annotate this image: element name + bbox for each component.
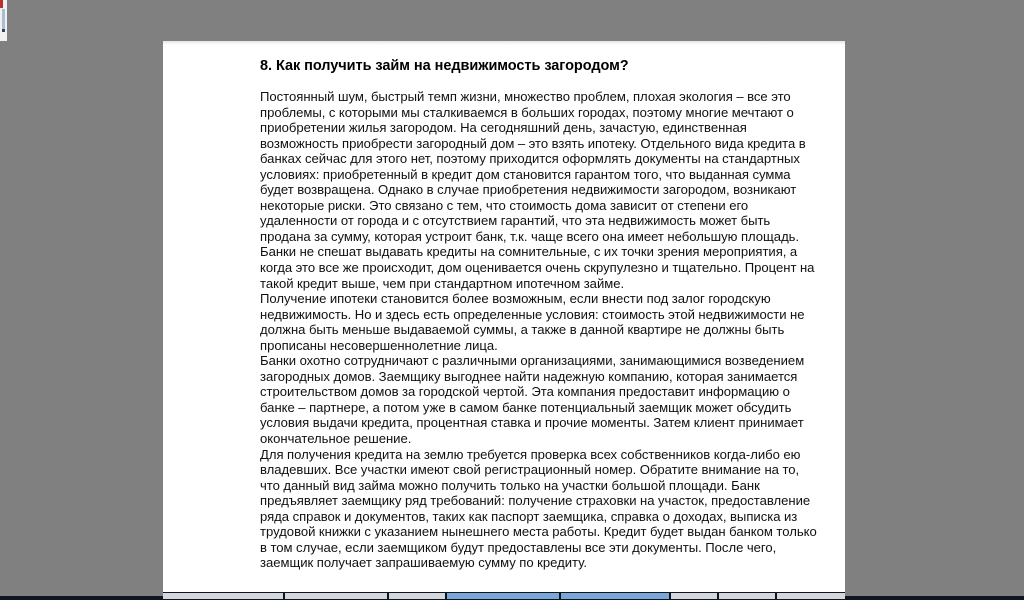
document-paragraph: Для получения кредита на землю требуется проверка всех собственников когда-либо ею владевших. Все участки имеют свой регистрационный номер. Обратите внимание на то, что данный вид займа можно получить только на участки большой площади. Банк предъявляет заемщику ряд требований: получение страховки на участок, предоставление ряда справок и документов, таких как паспорт заемщика, справка о доходах, выписка из трудовой книжки с указанием нынешнего места работы. Кредит будет выдан банком только в том случае, если заемщиком будут предоставлены все эти документы. После чего, заемщик получает запрашиваемую сумму по кредиту.	[260, 446, 817, 571]
taskbar-item-3[interactable]	[389, 593, 445, 599]
taskbar-item-4[interactable]	[447, 593, 559, 599]
document-paragraph: Банки охотно сотрудничают с различными организациями, занимающимися возведением загородных домов. Заемщику выгоднее найти надежную компанию, которая занимается строительством домов за городской чертой. Эта компания предоставит информацию о банке – партнере, а потом уже в самом банке потенциальный заемщик может обсудить условия выдачи кредита, процентная ставка и прочие моменты. Затем клиент принимает окончательное решение.	[260, 353, 805, 447]
page-title: 8. Как получить займ на недвижимость загородом?	[260, 58, 629, 74]
taskbar-item-6[interactable]	[671, 593, 717, 599]
taskbar-item-5[interactable]	[561, 593, 669, 599]
document-paragraph: Постоянный шум, быстрый темп жизни, множество проблем, плохая экология – все это проблемы, с которыми мы сталкиваемся в больших городах, поэтому многие мечтают о приобретении жилья загородом. На сегодняшний день, зачастую, единственная возможность приобрести загородный дом – это взять ипотеку. Отдельного вида кредита в банках сейчас для этого нет, поэтому приходится оформлять документы на стандартных условиях: приобретенный в кредит дом становится гарантом того, что выданная сумма будет возвращена. Однако в случае приобретения недвижимости загородом, возникают некоторые риски. Это связано с тем, что стоимость дома зависит от степени его удаленности от города и с отсутствием гарантий, что эта недвижимость может быть продана за сумму, которая устроит банк, т.к. чаще всего она имеет небольшую площадь. Банки не спешат выдавать кредиты на сомнительные, с их точки зрения мероприятия, а когда это все же происходит, дом оценивается очень скрупулезно и тщательно. Процент на такой кредит выше, чем при стандартном ипотечном займе.	[260, 89, 815, 291]
taskbar[interactable]	[0, 592, 1024, 600]
taskbar-item-2[interactable]	[285, 593, 387, 599]
window-chrome-left-edge	[0, 0, 7, 41]
document-paragraph: Получение ипотеки становится более возможным, если внести под залог городскую недвижимость. Но и здесь есть определенные условия: стоимость этой недвижимости не должна быть меньше выдаваемой суммы, а также в данной квартире не должны быть прописаны несовершеннолетние лица.	[260, 291, 805, 353]
taskbar-item-1[interactable]	[163, 593, 283, 599]
document-page	[163, 41, 845, 592]
document-content	[260, 57, 817, 571]
chrome-accent-dark-icon	[2, 29, 5, 32]
taskbar-right-filler	[845, 592, 1024, 596]
taskbar-item-7[interactable]	[719, 593, 775, 599]
chrome-accent-blue-icon	[2, 9, 5, 29]
chrome-accent-red-icon	[0, 0, 3, 8]
taskbar-item-8[interactable]	[777, 593, 845, 599]
taskbar-left-filler	[0, 592, 163, 596]
